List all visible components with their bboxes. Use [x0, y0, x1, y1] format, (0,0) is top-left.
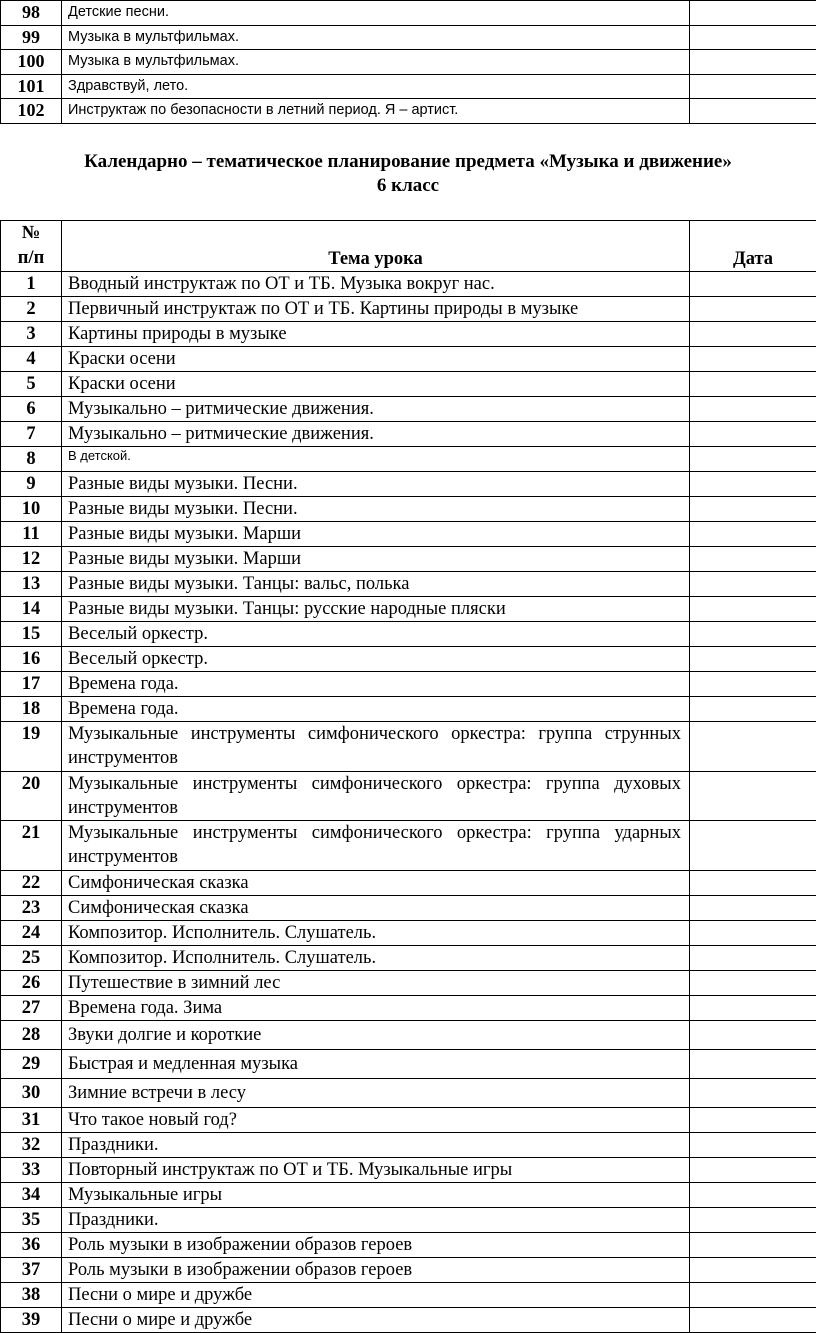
table-row: [1, 397, 816, 422]
table-row: [1, 322, 816, 347]
table-row: [1, 622, 816, 647]
table-row: [1, 1282, 816, 1307]
row-date[interactable]: [690, 1132, 816, 1157]
row-number: 22: [1, 870, 62, 895]
table-row: [1, 74, 816, 99]
row-number: 98: [1, 1, 62, 26]
row-number: 6: [1, 397, 62, 422]
table-row: [1, 945, 816, 970]
row-number: 13: [1, 572, 62, 597]
row-number: 23: [1, 895, 62, 920]
row-topic: Композитор. Исполнитель. Слушатель.: [62, 920, 690, 945]
row-date[interactable]: [690, 1232, 816, 1257]
row-topic: Времена года. Зима: [62, 995, 690, 1020]
row-number: 99: [1, 25, 62, 50]
table-row: [1, 1157, 816, 1182]
lesson-plan-table: [0, 220, 816, 1333]
row-date[interactable]: [690, 472, 816, 497]
row-topic: Роль музыки в изображении образов героев: [62, 1257, 690, 1282]
table-row: [1, 771, 816, 821]
table-row: [1, 1207, 816, 1232]
row-date[interactable]: [690, 322, 816, 347]
row-date[interactable]: [690, 447, 816, 472]
table-row: [1, 99, 816, 124]
row-topic: Музыкально – ритмические движения.: [62, 397, 690, 422]
row-number: 11: [1, 522, 62, 547]
header-number: [1, 221, 62, 272]
row-date[interactable]: [690, 1020, 816, 1049]
row-topic: Музыкальные инструменты симфонического оркестра: группа духовых инструментов: [62, 771, 690, 821]
row-number: 102: [1, 99, 62, 124]
row-topic: Музыкально – ритмические движения.: [62, 422, 690, 447]
row-date[interactable]: [690, 920, 816, 945]
row-date[interactable]: [690, 697, 816, 722]
row-number: 8: [1, 447, 62, 472]
row-topic: Праздники.: [62, 1132, 690, 1157]
row-number: 9: [1, 472, 62, 497]
row-date[interactable]: [690, 1078, 816, 1107]
row-topic: Быстрая и медленная музыка: [62, 1049, 690, 1078]
row-number: 21: [1, 821, 62, 871]
title-line-1: Календарно – тематическое планирование предмета «Музыка и движение»: [0, 150, 816, 174]
row-topic: Музыка в мультфильмах.: [62, 25, 690, 50]
row-topic: Краски осени: [62, 372, 690, 397]
table-row: [1, 372, 816, 397]
row-number: 37: [1, 1257, 62, 1282]
row-number: 101: [1, 74, 62, 99]
row-topic: Времена года.: [62, 697, 690, 722]
table-row: [1, 1182, 816, 1207]
table-row: [1, 1049, 816, 1078]
row-topic: Веселый оркестр.: [62, 622, 690, 647]
row-date[interactable]: [690, 347, 816, 372]
table-row: [1, 272, 816, 297]
row-topic: Симфоническая сказка: [62, 870, 690, 895]
table-row: [1, 870, 816, 895]
row-date[interactable]: [690, 522, 816, 547]
table-row: [1, 1, 816, 26]
row-date[interactable]: [690, 622, 816, 647]
row-date[interactable]: [690, 99, 816, 124]
row-topic: Разные виды музыки. Танцы: русские народные пляски: [62, 597, 690, 622]
table-row: [1, 547, 816, 572]
row-number: 12: [1, 547, 62, 572]
row-topic: Разные виды музыки. Танцы: вальс, полька: [62, 572, 690, 597]
row-number: 26: [1, 970, 62, 995]
row-number: 3: [1, 322, 62, 347]
row-date[interactable]: [690, 1, 816, 26]
row-number: 14: [1, 597, 62, 622]
row-number: 30: [1, 1078, 62, 1107]
table-row: [1, 522, 816, 547]
row-number: 27: [1, 995, 62, 1020]
row-topic: Вводный инструктаж по ОТ и ТБ. Музыка вокруг нас.: [62, 272, 690, 297]
row-number: 100: [1, 50, 62, 75]
row-number: 38: [1, 1282, 62, 1307]
row-date[interactable]: [690, 722, 816, 772]
table-row: [1, 895, 816, 920]
row-date[interactable]: [690, 1207, 816, 1232]
row-topic: Музыкальные игры: [62, 1182, 690, 1207]
row-date[interactable]: [690, 1107, 816, 1132]
row-topic: Песни о мире и дружбе: [62, 1282, 690, 1307]
row-date[interactable]: [690, 547, 816, 572]
table-row: [1, 920, 816, 945]
row-topic: Первичный инструктаж по ОТ и ТБ. Картины природы в музыке: [62, 297, 690, 322]
table-row: [1, 297, 816, 322]
table-row: [1, 572, 816, 597]
row-date[interactable]: [690, 821, 816, 871]
row-topic: Музыкальные инструменты симфонического оркестра: группа ударных инструментов: [62, 821, 690, 871]
row-date[interactable]: [690, 995, 816, 1020]
row-number: 15: [1, 622, 62, 647]
row-date[interactable]: [690, 572, 816, 597]
table-row: [1, 995, 816, 1020]
page-title: [0, 150, 816, 198]
row-date[interactable]: [690, 970, 816, 995]
row-date[interactable]: [690, 50, 816, 75]
row-number: 18: [1, 697, 62, 722]
row-date[interactable]: [690, 870, 816, 895]
row-topic: Звуки долгие и короткие: [62, 1020, 690, 1049]
row-topic: Разные виды музыки. Песни.: [62, 472, 690, 497]
row-date[interactable]: [690, 297, 816, 322]
row-topic: Повторный инструктаж по ОТ и ТБ. Музыкальные игры: [62, 1157, 690, 1182]
row-topic: Праздники.: [62, 1207, 690, 1232]
row-topic: Путешествие в зимний лес: [62, 970, 690, 995]
table-row: [1, 1132, 816, 1157]
row-number: 4: [1, 347, 62, 372]
table-row: [1, 347, 816, 372]
row-date[interactable]: [690, 1157, 816, 1182]
table-row: [1, 697, 816, 722]
header-number-line-2: п/п: [1, 246, 61, 271]
row-date[interactable]: [690, 372, 816, 397]
row-topic: Песни о мире и дружбе: [62, 1307, 690, 1332]
row-number: 16: [1, 647, 62, 672]
row-number: 24: [1, 920, 62, 945]
row-date[interactable]: [690, 1257, 816, 1282]
table-row: [1, 647, 816, 672]
table-row: [1, 422, 816, 447]
row-number: 20: [1, 771, 62, 821]
row-number: 31: [1, 1107, 62, 1132]
row-number: 28: [1, 1020, 62, 1049]
header-date: Дата: [690, 221, 816, 272]
table-row: [1, 970, 816, 995]
title-line-2: 6 класс: [0, 174, 816, 198]
row-date[interactable]: [690, 895, 816, 920]
row-date[interactable]: [690, 74, 816, 99]
table-row: [1, 1257, 816, 1282]
row-topic: Детские песни.: [62, 1, 690, 26]
row-number: 33: [1, 1157, 62, 1182]
header-number-line-1: №: [1, 221, 61, 246]
row-date[interactable]: [690, 945, 816, 970]
row-topic: В детской.: [62, 447, 690, 472]
row-number: 36: [1, 1232, 62, 1257]
table-row: [1, 447, 816, 472]
table-row: [1, 672, 816, 697]
table-row: [1, 1107, 816, 1132]
row-date[interactable]: [690, 497, 816, 522]
row-topic: Роль музыки в изображении образов героев: [62, 1232, 690, 1257]
row-number: 32: [1, 1132, 62, 1157]
row-topic: Музыка в мультфильмах.: [62, 50, 690, 75]
row-topic: Разные виды музыки. Песни.: [62, 497, 690, 522]
row-date[interactable]: [690, 422, 816, 447]
row-topic: Симфоническая сказка: [62, 895, 690, 920]
table-row: [1, 821, 816, 871]
table-row: [1, 497, 816, 522]
row-date[interactable]: [690, 1049, 816, 1078]
row-date[interactable]: [690, 597, 816, 622]
table-row: [1, 722, 816, 772]
row-date[interactable]: [690, 771, 816, 821]
table-header-row: [1, 221, 816, 272]
row-date[interactable]: [690, 647, 816, 672]
row-number: 19: [1, 722, 62, 772]
row-date[interactable]: [690, 1182, 816, 1207]
row-date[interactable]: [690, 272, 816, 297]
row-date[interactable]: [690, 25, 816, 50]
table-row: [1, 1078, 816, 1107]
row-number: 17: [1, 672, 62, 697]
table-row: [1, 597, 816, 622]
previous-grade-table: [0, 0, 816, 124]
row-topic: Что такое новый год?: [62, 1107, 690, 1132]
row-number: 2: [1, 297, 62, 322]
row-topic: Зимние встречи в лесу: [62, 1078, 690, 1107]
row-date[interactable]: [690, 672, 816, 697]
row-number: 29: [1, 1049, 62, 1078]
table-row: [1, 25, 816, 50]
row-topic: Здравствуй, лето.: [62, 74, 690, 99]
row-number: 39: [1, 1307, 62, 1332]
row-number: 7: [1, 422, 62, 447]
table-row: [1, 1232, 816, 1257]
header-topic: Тема урока: [62, 221, 690, 272]
row-topic: Инструктаж по безопасности в летний период. Я – артист.: [62, 99, 690, 124]
row-number: 5: [1, 372, 62, 397]
row-number: 25: [1, 945, 62, 970]
row-topic: Композитор. Исполнитель. Слушатель.: [62, 945, 690, 970]
row-number: 34: [1, 1182, 62, 1207]
table-row: [1, 50, 816, 75]
row-date[interactable]: [690, 397, 816, 422]
row-number: 10: [1, 497, 62, 522]
row-date[interactable]: [690, 1282, 816, 1307]
row-topic: Краски осени: [62, 347, 690, 372]
row-topic: Разные виды музыки. Марши: [62, 547, 690, 572]
row-topic: Картины природы в музыке: [62, 322, 690, 347]
table-row: [1, 1307, 816, 1332]
table-row: [1, 1020, 816, 1049]
row-topic: Веселый оркестр.: [62, 647, 690, 672]
row-topic: Музыкальные инструменты симфонического оркестра: группа струнных инструментов: [62, 722, 690, 772]
row-date[interactable]: [690, 1307, 816, 1332]
row-number: 1: [1, 272, 62, 297]
table-row: [1, 472, 816, 497]
row-number: 35: [1, 1207, 62, 1232]
row-topic: Разные виды музыки. Марши: [62, 522, 690, 547]
row-topic: Времена года.: [62, 672, 690, 697]
